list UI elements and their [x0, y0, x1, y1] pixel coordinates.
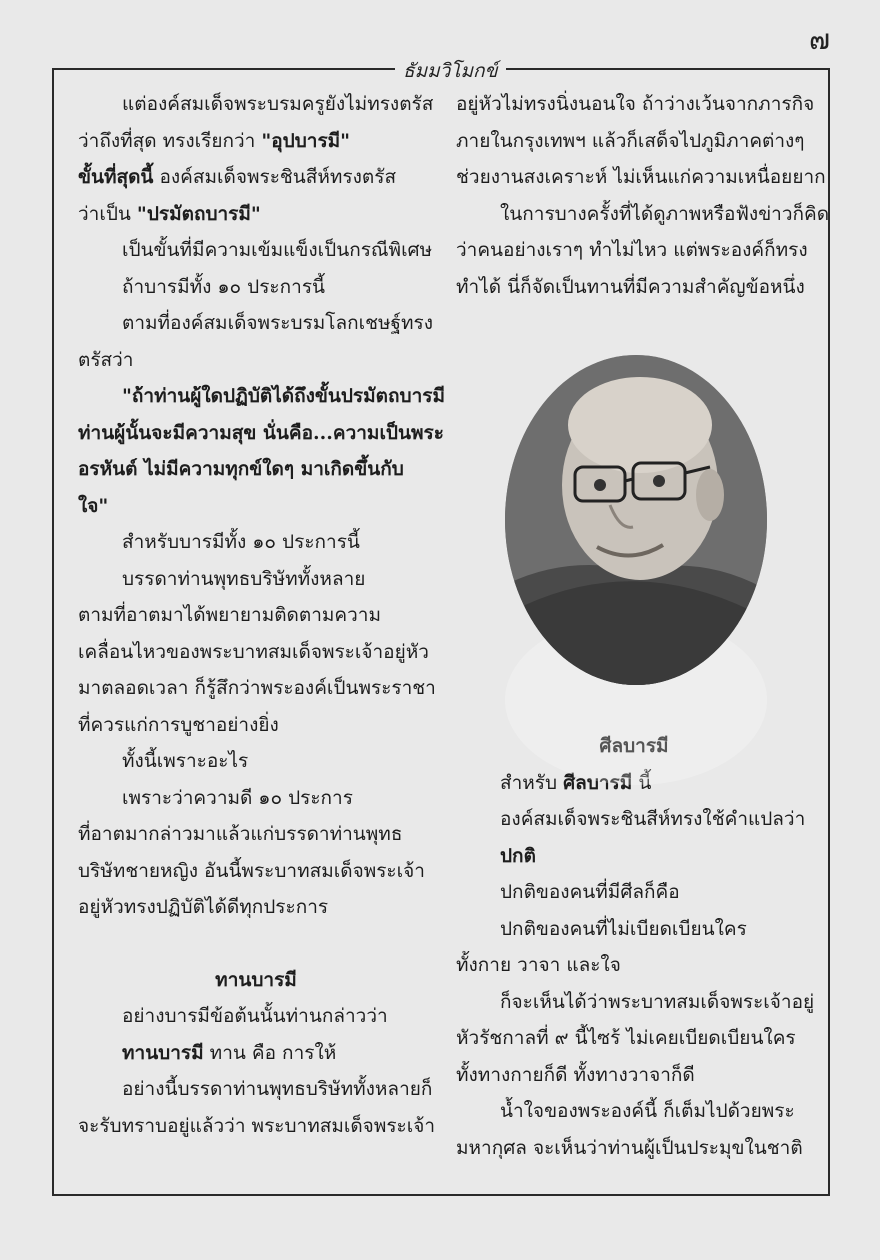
text-span: นี้: [632, 771, 652, 794]
text-line: แต่องค์สมเด็จพระบรมครูยังไม่ทรงตรัส: [122, 93, 434, 115]
text-line: ทำได้ นี่ก็จัดเป็นทานที่มีความสำคัญข้อหนึ่ง: [456, 275, 805, 298]
text-span: ขั้นที่สุดนี้: [78, 166, 154, 188]
text-span: ทานบารมี: [215, 968, 297, 991]
text-line: ทั้งนี้เพราะอะไร: [122, 750, 249, 772]
text-line: มาตลอดเวลา ก็รู้สึกว่าพระองค์เป็นพระราชา: [78, 677, 436, 699]
text-line: [78, 196, 434, 233]
text-line: ปกติของคนที่ไม่เบียดเบียนใคร: [500, 917, 747, 940]
text-span: อรหันต์ ไม่มีความทุกข์ใดๆ มาเกิดขึ้นกับ: [78, 458, 404, 480]
text-line: เพราะว่าความดี ๑๐ ประการ: [122, 786, 353, 809]
text-line: ตามที่อาตมาได้พยายามติดตามความ: [78, 604, 381, 626]
text-line: บริษัทชายหญิง อันนี้พระบาทสมเด็จพระเจ้า: [78, 859, 425, 882]
text-span: สำหรับ: [500, 771, 564, 794]
text-line: [456, 838, 812, 875]
left-column: [78, 86, 445, 1144]
text-line: อยู่หัวไม่ทรงนิ่งนอนใจ ถ้าว่างเว้นจากภารกิจ: [456, 93, 815, 115]
text-line: [78, 488, 434, 525]
text-line: [78, 1035, 434, 1072]
text-line: องค์สมเด็จพระชินสีห์ทรงใช้คำแปลว่า: [500, 808, 806, 830]
text-line: อยู่หัวทรงปฏิบัติได้ดีทุกประการ: [78, 896, 329, 918]
text-line: จะรับทราบอยู่แล้วว่า พระบาทสมเด็จพระเจ้า: [78, 1114, 436, 1137]
text-line: บรรดาท่านพุทธบริษัททั้งหลาย: [122, 567, 366, 590]
text-span: "ถ้าท่านผู้ใดปฏิบัติได้ถึงขั้นปรมัตถบารมี: [122, 385, 445, 407]
text-line: [78, 378, 445, 415]
text-line: ที่อาตมากล่าวมาแล้วแก่บรรดาท่านพุทธ: [78, 823, 403, 845]
text-span: ว่าถึงที่สุด ทรงเรียกว่า: [78, 129, 262, 152]
text-line: [78, 926, 434, 962]
right-column-top: [456, 86, 830, 305]
text-span: ปกติ: [500, 844, 536, 867]
text-line: [78, 415, 444, 452]
text-line: หัวรัชกาลที่ ๙ นี้ไซร้ ไม่เคยเบียดเบียนใคร: [456, 1027, 796, 1049]
text-line: เคลื่อนไหวของพระบาทสมเด็จพระเจ้าอยู่หัว: [78, 640, 429, 663]
page-number: ๗: [808, 23, 830, 56]
text-line: ว่าคนอย่างเราๆ ทำไม่ไหว แต่พระองค์ก็ทรง: [456, 239, 808, 261]
text-line: [78, 159, 434, 196]
text-line: ที่ควรแก่การบูชาอย่างยิ่ง: [78, 713, 279, 736]
text-line: ภายในกรุงเทพฯ แล้วก็เสด็จไปภูมิภาคต่างๆ: [456, 129, 805, 152]
text-line: ทั้งกาย วาจา และใจ: [456, 954, 621, 976]
monk-portrait-photo: [505, 355, 767, 685]
text-line: [78, 123, 434, 160]
text-span: ว่าเป็น: [78, 202, 137, 225]
text-line: ตรัสว่า: [78, 348, 134, 371]
text-line: [78, 451, 434, 488]
text-line: ก็จะเห็นได้ว่าพระบาทสมเด็จพระเจ้าอยู่: [500, 990, 815, 1013]
text-span: ท่านผู้นั้นจะมีความสุข นั่นคือ...ความเป็นพระ: [78, 421, 444, 444]
text-span: ทาน คือ การให้: [203, 1041, 337, 1064]
text-line: ช่วยงานสงเคราะห์ ไม่เห็นแก่ความเหนื่อยยาก: [456, 166, 826, 188]
text-line: [78, 962, 434, 999]
text-line: อย่างบารมีข้อต้นนั้นท่านกล่าวว่า: [122, 1005, 388, 1027]
header-title: ธัมมวิโมกข์: [395, 56, 506, 86]
right-column-bottom: [456, 728, 815, 1166]
text-line: ตามที่องค์สมเด็จพระบรมโลกเชษฐ์ทรง: [122, 312, 434, 334]
text-span: องค์สมเด็จพระชินสีห์ทรงตรัส: [153, 166, 397, 188]
text-line: ทั้งทางกายก็ดี ทั้งทางวาจาก็ดี: [456, 1063, 695, 1086]
text-span: ศีลบารมี: [563, 771, 633, 794]
text-line: เป็นขั้นที่มีความเข้มแข็งเป็นกรณีพิเศษ: [122, 239, 433, 261]
text-line: ปกติของคนที่มีศีลก็คือ: [500, 881, 680, 903]
text-line: ถ้าบารมีทั้ง ๑๐ ประการนี้: [122, 275, 326, 298]
text-span: "อุปบารมี": [261, 129, 351, 152]
text-line: น้ำใจของพระองค์นี้ ก็เต็มไปด้วยพระ: [500, 1100, 795, 1122]
text-line: มหากุศล จะเห็นว่าท่านผู้เป็นประมุขในชาติ: [456, 1136, 803, 1159]
text-span: ทานบารมี: [122, 1041, 204, 1064]
text-line: ในการบางครั้งที่ได้ดูภาพหรือฟังข่าวก็คิด: [500, 202, 830, 225]
text-span: "ปรมัตถบารมี": [136, 202, 261, 225]
text-span: ใจ": [78, 494, 109, 517]
text-span: ศีลบารมี: [599, 735, 669, 757]
text-line: อย่างนี้บรรดาท่านพุทธบริษัททั้งหลายก็: [122, 1078, 433, 1100]
text-line: สำหรับบารมีทั้ง ๑๐ ประการนี้: [122, 531, 360, 553]
